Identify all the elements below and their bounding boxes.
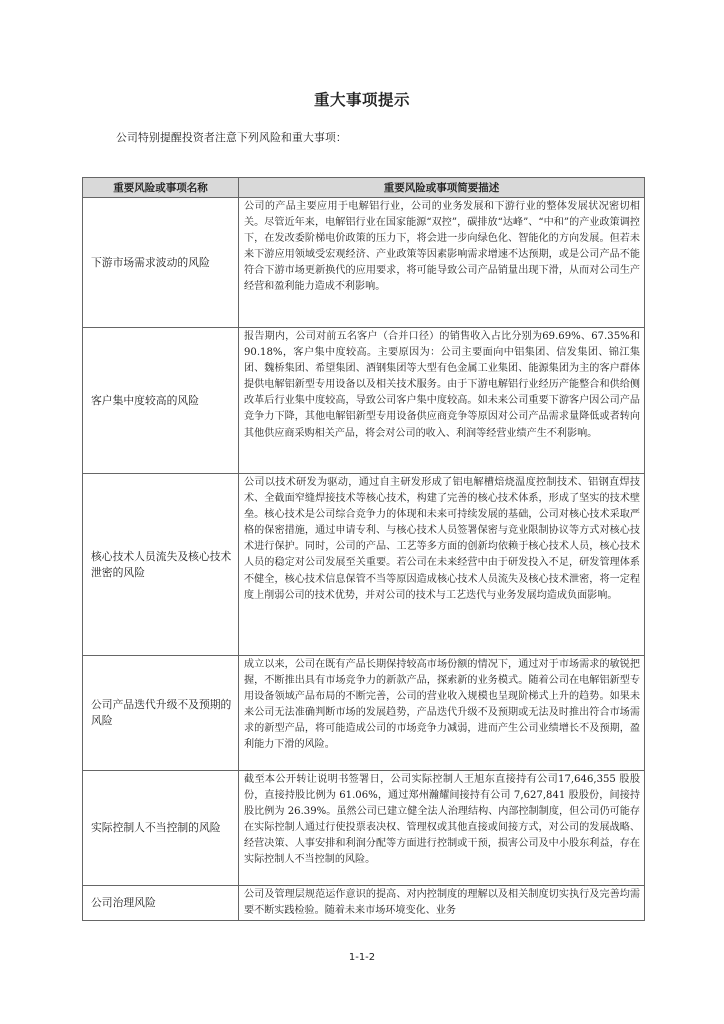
risk-description: 截至本公开转让说明书签署日，公司实际控制人王旭东直接持有公司17,646,355 股股份，直接持股比例为 61.06%，通过郑州瀚耀间接持有公司 7,627,841 股股份，间接持股比例为 26.39%。虽然公司已建立健全法人治理结构、内部控制制度，但公司仍可能存在实际控制人通过行使投票表决权、管理权或其他直接或间接方式，对公司的发展战略、经营决策、人事安排和利润分配等方面进行控制或干预，损害公司及中小股东利益，存在实际控制人不当控制的风险。	[239, 771, 645, 886]
risk-description: 成立以来，公司在既有产品长期保持较高市场份额的情况下，通过对于市场需求的敏锐把握，不断推出具有市场竞争力的新款产品，探索新的业务模式。随着公司在电解铝新型专用设备领域产品布局的不断完善，公司的营业收入规模也呈现阶梯式上升的趋势。如果未来公司无法准确判断市场的发展趋势，产品迭代升级不及预期或无法及时推出符合市场需求的新型产品，将可能造成公司的市场竞争力减弱，进而产生公司业绩增长不及预期，盈利能力下滑的风险。	[239, 656, 645, 771]
intro-text: 公司特别提醒投资者注意下列风险和重大事项：	[116, 131, 347, 144]
header-risk-description: 重要风险或事项简要描述	[239, 178, 645, 198]
risk-description: 公司的产品主要应用于电解铝行业，公司的业务发展和下游行业的整体发展状况密切相关。尽管近年来，电解铝行业在国家能源“双控”，碳排放“达峰”、“中和”的产业政策调控下，在发改委阶梯电价政策的压力下，将会进一步向绿色化、智能化的方向发展。但若未来下游应用领域受宏观经济、产业政策等因素影响需求增速不达预期，或是公司产品不能符合下游市场更新换代的应用要求，将可能导致公司产品销量出现下滑，从而对公司生产经营和盈利能力造成不利影响。	[239, 198, 645, 328]
table-row	[83, 328, 645, 474]
risk-table	[82, 177, 645, 921]
table-row	[83, 886, 645, 921]
table-row	[83, 198, 645, 328]
header-risk-name: 重要风险或事项名称	[83, 178, 239, 198]
page-title: 重大事项提示	[313, 91, 410, 109]
table-header-row	[83, 178, 645, 198]
table-row	[83, 656, 645, 771]
page-number: 1-1-2	[348, 952, 376, 963]
risk-name: 下游市场需求波动的风险	[83, 198, 239, 328]
table-row	[83, 474, 645, 656]
risk-name: 公司产品迭代升级不及预期的风险	[83, 656, 239, 771]
risk-description: 报告期内，公司对前五名客户（合并口径）的销售收入占比分别为69.69%、67.35%和 90.18%，客户集中度较高。主要原因为：公司主要面向中铝集团、信发集团、锦江集团、魏桥集团、希望集团、酒钢集团等大型有色金属工业集团、能源集团为主的客户群体提供电解铝新型专用设备以及相关技术服务。由于下游电解铝行业经历产能整合和供给侧改革后行业集中度较高，导致公司客户集中度较高。如未来公司重要下游客户因公司产品竞争力下降，其他电解铝新型专用设备供应商竞争等原因对公司产品需求量降低或者转向其他供应商采购相关产品，将会对公司的收入、利润等经营业绩产生不利影响。	[239, 328, 645, 474]
risk-description: 公司及管理层规范运作意识的提高、对内控制度的理解以及相关制度切实执行及完善均需要不断实践检验。随着未来市场环境变化、业务	[239, 886, 645, 921]
table-row	[83, 771, 645, 886]
risk-name: 核心技术人员流失及核心技术泄密的风险	[83, 474, 239, 656]
risk-name: 客户集中度较高的风险	[83, 328, 239, 474]
risk-name: 实际控制人不当控制的风险	[83, 771, 239, 886]
risk-description: 公司以技术研发为驱动，通过自主研发形成了铝电解槽焙烧温度控制技术、铝钢直焊技术、全截面窄缝焊接技术等核心技术，构建了完善的核心技术体系，形成了坚实的技术壁垒。核心技术是公司综合竞争力的体现和未来可持续发展的基础，公司对核心技术采取严格的保密措施，通过申请专利、与核心技术人员签署保密与竞业限制协议等方式对核心技术进行保护。同时，公司的产品、工艺等多方面的创新均依赖于核心技术人员，核心技术人员的稳定对公司发展至关重要。若公司在未来经营中由于研发投入不足，研发管理体系不健全，核心技术信息保管不当等原因造成核心技术人员流失及核心技术泄密，将一定程度上削弱公司的技术优势，并对公司的技术与工艺迭代与业务发展均造成负面影响。	[239, 474, 645, 656]
risk-name: 公司治理风险	[83, 886, 239, 921]
